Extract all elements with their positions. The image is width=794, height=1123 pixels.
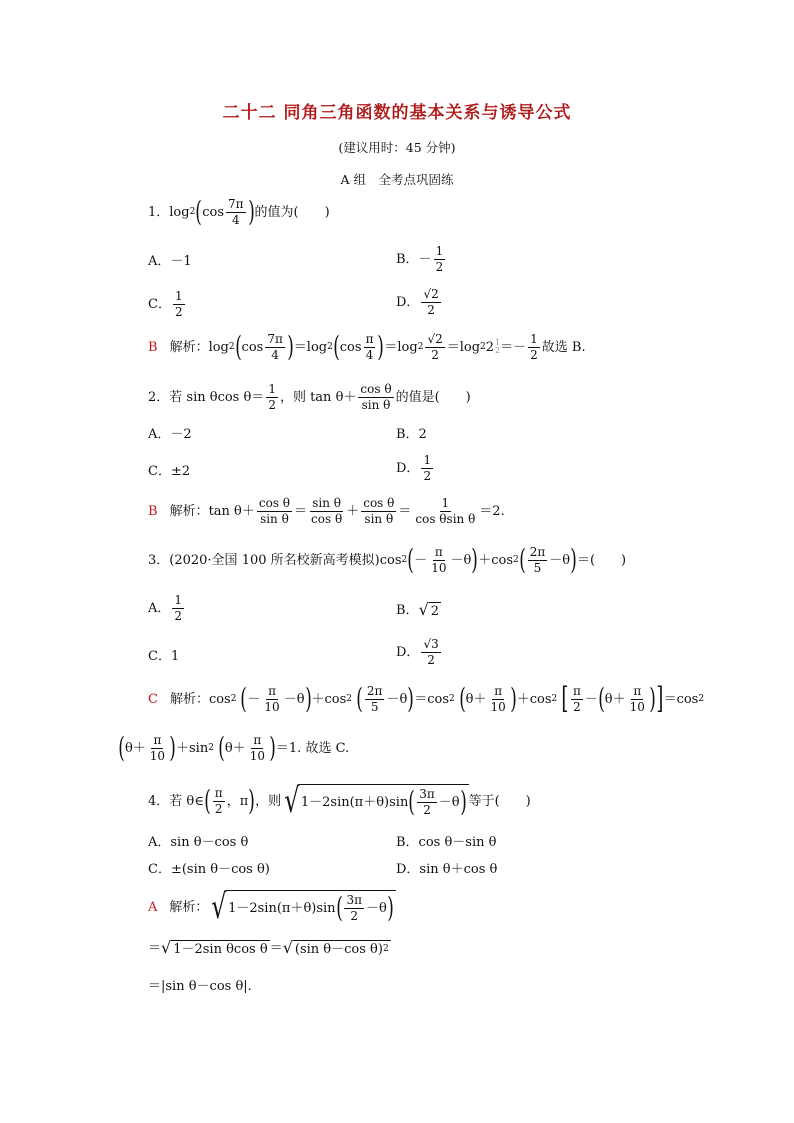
q2-stem: 2．若 sin θcos θ＝ $\frac{1}{2}$ ，则 tan θ＋ $\frac{\text{cos θ}}{\text{sin θ}}$ 的值是( ): [148, 382, 471, 412]
q2-option-a[interactable]: A．－2: [148, 427, 192, 442]
q1-option-d[interactable]: D． $\frac{√2}{2}$: [396, 287, 439, 317]
q4-solution-line2: ＝ √ 1－2sin θcos θ ＝ √ (sin θ－cos θ) 2: [148, 938, 389, 957]
q2-solution: B 解析：tan θ＋ $\frac{\text{cos θ}}{\text{sin θ}}$ ＝ $\frac{\text{sin θ}}{\text{cos θ}}$ ＋ $\frac{\text{cos θ}}{\text{sin θ}}$ ＝ $\frac{1}{\text{cos θsin θ}}$ ＝2.: [148, 496, 505, 526]
q4-solution-line3: ＝|sin θ－cos θ|.: [148, 979, 252, 994]
q4-radical: √ 1－2sin(π＋θ)sin ( $\frac{3\pi}{2}$ －θ ): [281, 784, 468, 818]
q3-option-d[interactable]: D． $\frac{√3}{2}$: [396, 637, 439, 667]
q3-option-c[interactable]: C．1: [148, 649, 180, 664]
time-note: (建议用时：45 分钟): [338, 140, 456, 155]
q4-answer: A: [148, 899, 158, 915]
q3-option-a[interactable]: A． $\frac{1}{2}$: [148, 593, 183, 623]
q3-answer: C: [148, 691, 158, 707]
group-heading: A 组 全考点巩固练: [340, 172, 454, 187]
q2-answer: B: [148, 503, 158, 519]
q1-answer: B: [148, 339, 158, 355]
q3-option-b[interactable]: B． √ 2: [396, 600, 440, 619]
q4-option-c[interactable]: C．±(sin θ－cos θ): [148, 862, 270, 877]
q1-option-a[interactable]: A．－1: [148, 254, 192, 269]
q1-solution: B 解析：log 2 ( cos $\frac{7\pi}{4}$ ) ＝log 2 ( cos $\frac{\pi}{4}$ ) ＝log 2 $\frac{√2}{2}$ ＝log 2 2 1 2 ＝－ $\frac{1}{2}$ 故选 B.: [148, 330, 586, 364]
q3-stem: 3．(2020·全国 100 所名校新高考模拟)cos 2 ( － $\frac{\pi}{10}$ －θ ) ＋cos 2 ( $\frac{2\pi}{5}$ －θ ) ＝( ): [148, 543, 627, 577]
q3-solution-line1: C 解析：cos 2 ( － $\frac{\pi}{10}$ －θ ) ＋cos 2 ( $\frac{2\pi}{5}$ －θ ) ＝cos 2 ( θ＋ $\frac{\pi}{10}$ ) ＋cos 2 [ $\frac{\pi}{2}$ － ( θ＋ $\frac{\pi}{10}$ ) ] ＝cos 2: [148, 681, 705, 716]
q2-option-d[interactable]: D． $\frac{1}{2}$: [396, 453, 432, 483]
q4-option-b[interactable]: B．cos θ－sin θ: [396, 835, 497, 850]
q4-solution-line1: A 解析： √ 1－2sin(π＋θ)sin ( $\frac{3\pi}{2}$ －θ ): [148, 890, 396, 924]
q2-option-c[interactable]: C．±2: [148, 464, 191, 479]
q4-stem: 4．若 θ∈ ( $\frac{\pi}{2}$ ，π ) ，则 √ 1－2sin(π＋θ)sin ( $\frac{3\pi}{2}$ －θ ) 等于( ): [148, 781, 531, 821]
page-title: 二十二 同角三角函数的基本关系与诱导公式: [222, 103, 572, 123]
q1-stem: 1．log 2 ( cos $\frac{7\pi}{4}$ ) 的值为( ): [148, 195, 330, 229]
q4-option-a[interactable]: A．sin θ－cos θ: [148, 835, 249, 850]
q1-option-b[interactable]: B．－ $\frac{1}{2}$: [396, 244, 444, 274]
q1-angle-fraction: $\frac{7\pi}{4}$: [228, 197, 244, 227]
q1-option-c[interactable]: C． $\frac{1}{2}$: [148, 289, 183, 319]
q3-solution-line2: ( θ＋ $\frac{\pi}{10}$ ) ＋sin 2 ( θ＋ $\frac{\pi}{10}$ ) ＝1. 故选 C.: [118, 731, 350, 765]
q4-option-d[interactable]: D．sin θ＋cos θ: [396, 862, 498, 877]
q2-option-b[interactable]: B．2: [396, 427, 427, 442]
